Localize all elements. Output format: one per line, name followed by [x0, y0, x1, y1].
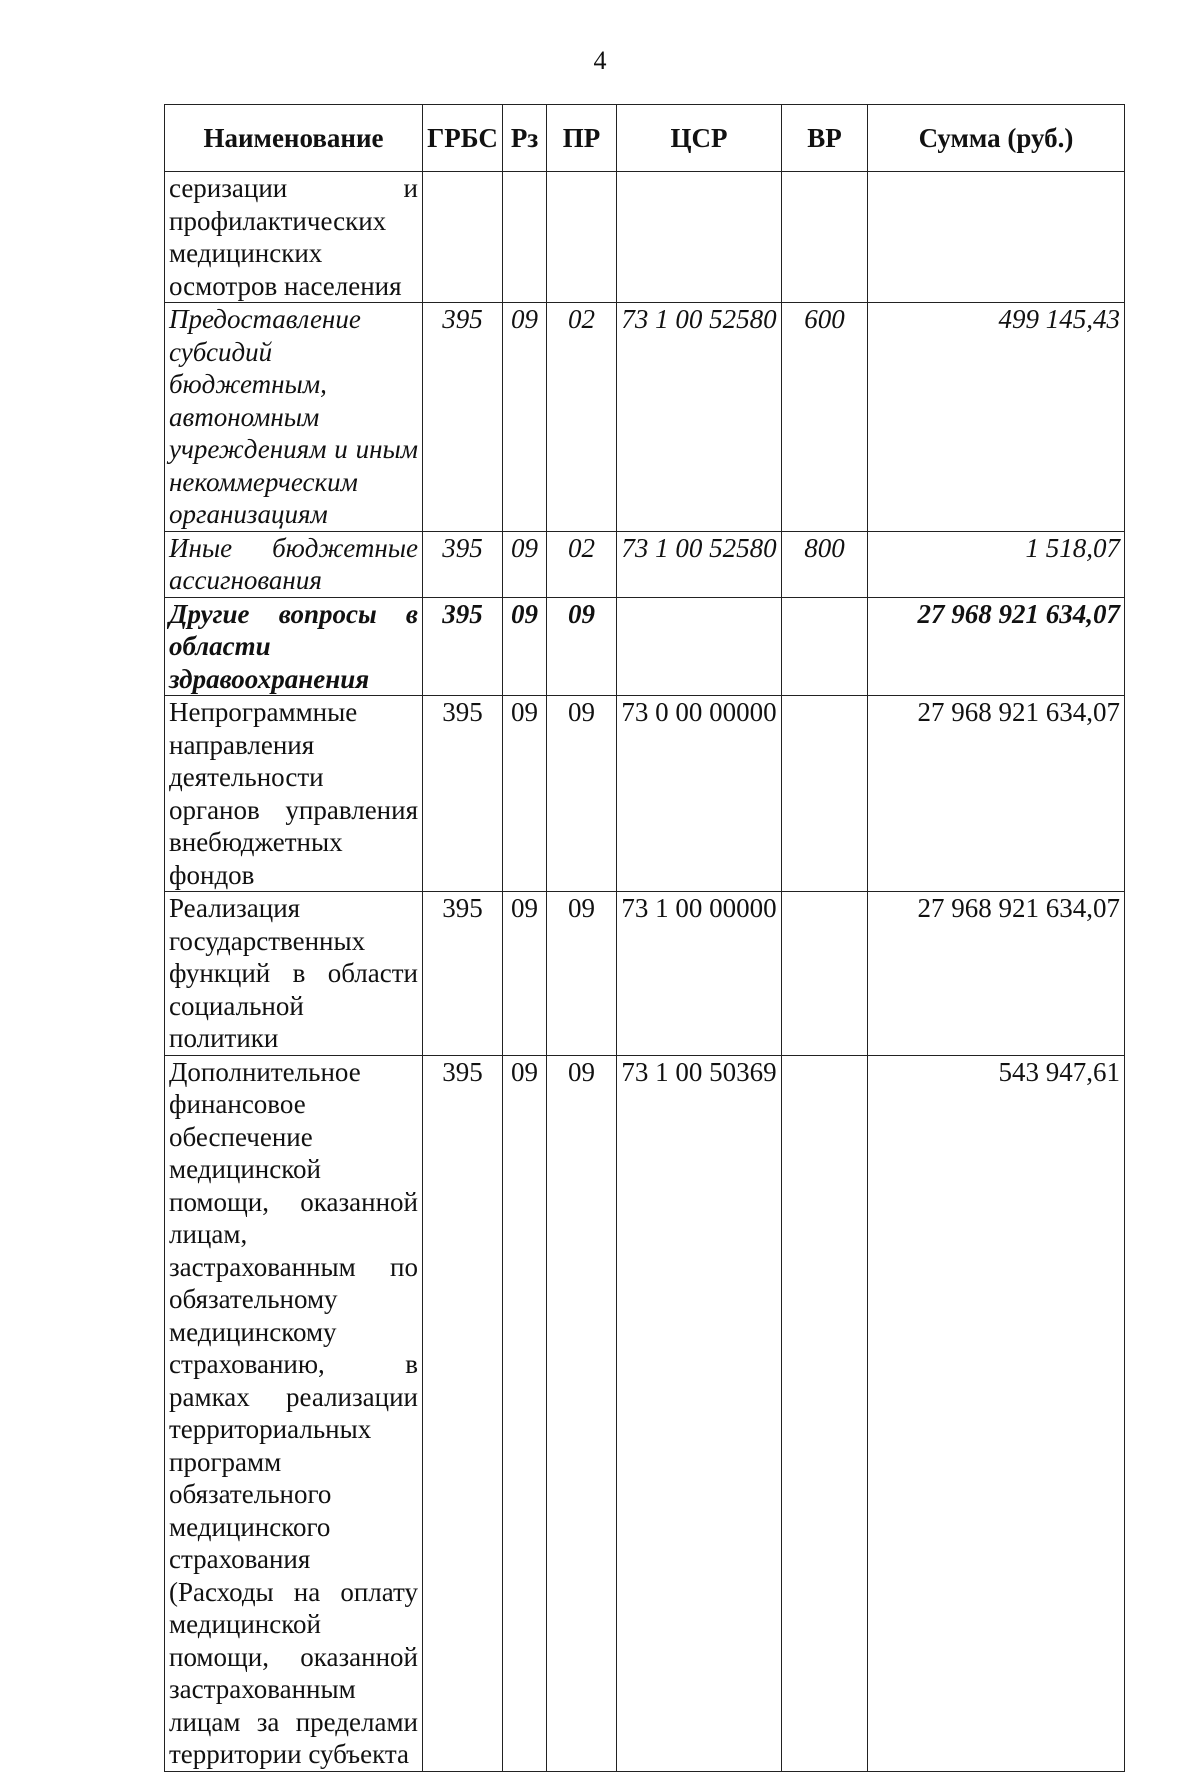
cell-csr: [617, 597, 782, 696]
cell-pr: 09: [547, 696, 617, 892]
cell-csr: 73 0 00 00000: [617, 696, 782, 892]
cell-vr: 800: [782, 531, 868, 597]
cell-grbs: [423, 172, 503, 303]
cell-name: Непрограммные направления деятельности органов управления внебюджетных фондов: [165, 696, 423, 892]
cell-rz: 09: [503, 696, 547, 892]
cell-name: серизации и профилактических медицинских осмотров населения: [165, 172, 423, 303]
cell-rz: 09: [503, 531, 547, 597]
cell-pr: 02: [547, 531, 617, 597]
cell-grbs: 395: [423, 597, 503, 696]
cell-pr: 09: [547, 892, 617, 1056]
table-row: [165, 172, 1125, 303]
cell-name: Иные бюджетные ассигнования: [165, 531, 423, 597]
header-pr: ПР: [547, 105, 617, 172]
cell-vr: [782, 1055, 868, 1771]
cell-vr: [782, 696, 868, 892]
table-row: [165, 892, 1125, 1056]
cell-vr: 600: [782, 303, 868, 532]
cell-grbs: 395: [423, 303, 503, 532]
cell-grbs: 395: [423, 696, 503, 892]
cell-pr: 09: [547, 597, 617, 696]
cell-grbs: 395: [423, 892, 503, 1056]
header-vr: ВР: [782, 105, 868, 172]
header-name: Наименование: [165, 105, 423, 172]
table-row: [165, 696, 1125, 892]
cell-name: Дополнительное финансовое обеспечение медицинской помощи, оказанной лицам, застрахованным по обязательному медицинскому страхованию, в рамках реализации территориальных программ обязательного медицинского страхования (Расходы на оплату медицинской помощи, оказанной застрахованным лицам за пределами территории субъекта: [165, 1055, 423, 1771]
budget-table: [164, 104, 1125, 1772]
cell-csr: [617, 172, 782, 303]
cell-sum: 27 968 921 634,07: [868, 696, 1125, 892]
cell-vr: [782, 597, 868, 696]
cell-csr: 73 1 00 52580: [617, 531, 782, 597]
cell-pr: 09: [547, 1055, 617, 1771]
cell-rz: 09: [503, 597, 547, 696]
cell-sum: 1 518,07: [868, 531, 1125, 597]
cell-vr: [782, 892, 868, 1056]
cell-name: Другие вопросы в области здравоохранения: [165, 597, 423, 696]
cell-sum: 27 968 921 634,07: [868, 892, 1125, 1056]
cell-name: Предоставление субсидий бюджетным, автономным учреждениям и иным некоммерческим организациям: [165, 303, 423, 532]
cell-name: Реализация государственных функций в области социальной политики: [165, 892, 423, 1056]
page-number: 4: [593, 46, 607, 75]
table-row: [165, 303, 1125, 532]
cell-sum: 499 145,43: [868, 303, 1125, 532]
cell-pr: [547, 172, 617, 303]
cell-sum: 27 968 921 634,07: [868, 597, 1125, 696]
cell-rz: 09: [503, 303, 547, 532]
header-rz: Рз: [503, 105, 547, 172]
cell-vr: [782, 172, 868, 303]
cell-grbs: 395: [423, 531, 503, 597]
cell-rz: 09: [503, 1055, 547, 1771]
header-grbs: ГРБС: [423, 105, 503, 172]
header-sum: Сумма (руб.): [868, 105, 1125, 172]
cell-pr: 02: [547, 303, 617, 532]
header-csr: ЦСР: [617, 105, 782, 172]
cell-sum: [868, 172, 1125, 303]
cell-csr: 73 1 00 00000: [617, 892, 782, 1056]
cell-rz: [503, 172, 547, 303]
cell-csr: 73 1 00 52580: [617, 303, 782, 532]
table-row: [165, 597, 1125, 696]
cell-rz: 09: [503, 892, 547, 1056]
cell-sum: 543 947,61: [868, 1055, 1125, 1771]
table-row: [165, 1055, 1125, 1771]
table-header-row: [165, 105, 1125, 172]
table-row: [165, 531, 1125, 597]
cell-csr: 73 1 00 50369: [617, 1055, 782, 1771]
cell-grbs: 395: [423, 1055, 503, 1771]
